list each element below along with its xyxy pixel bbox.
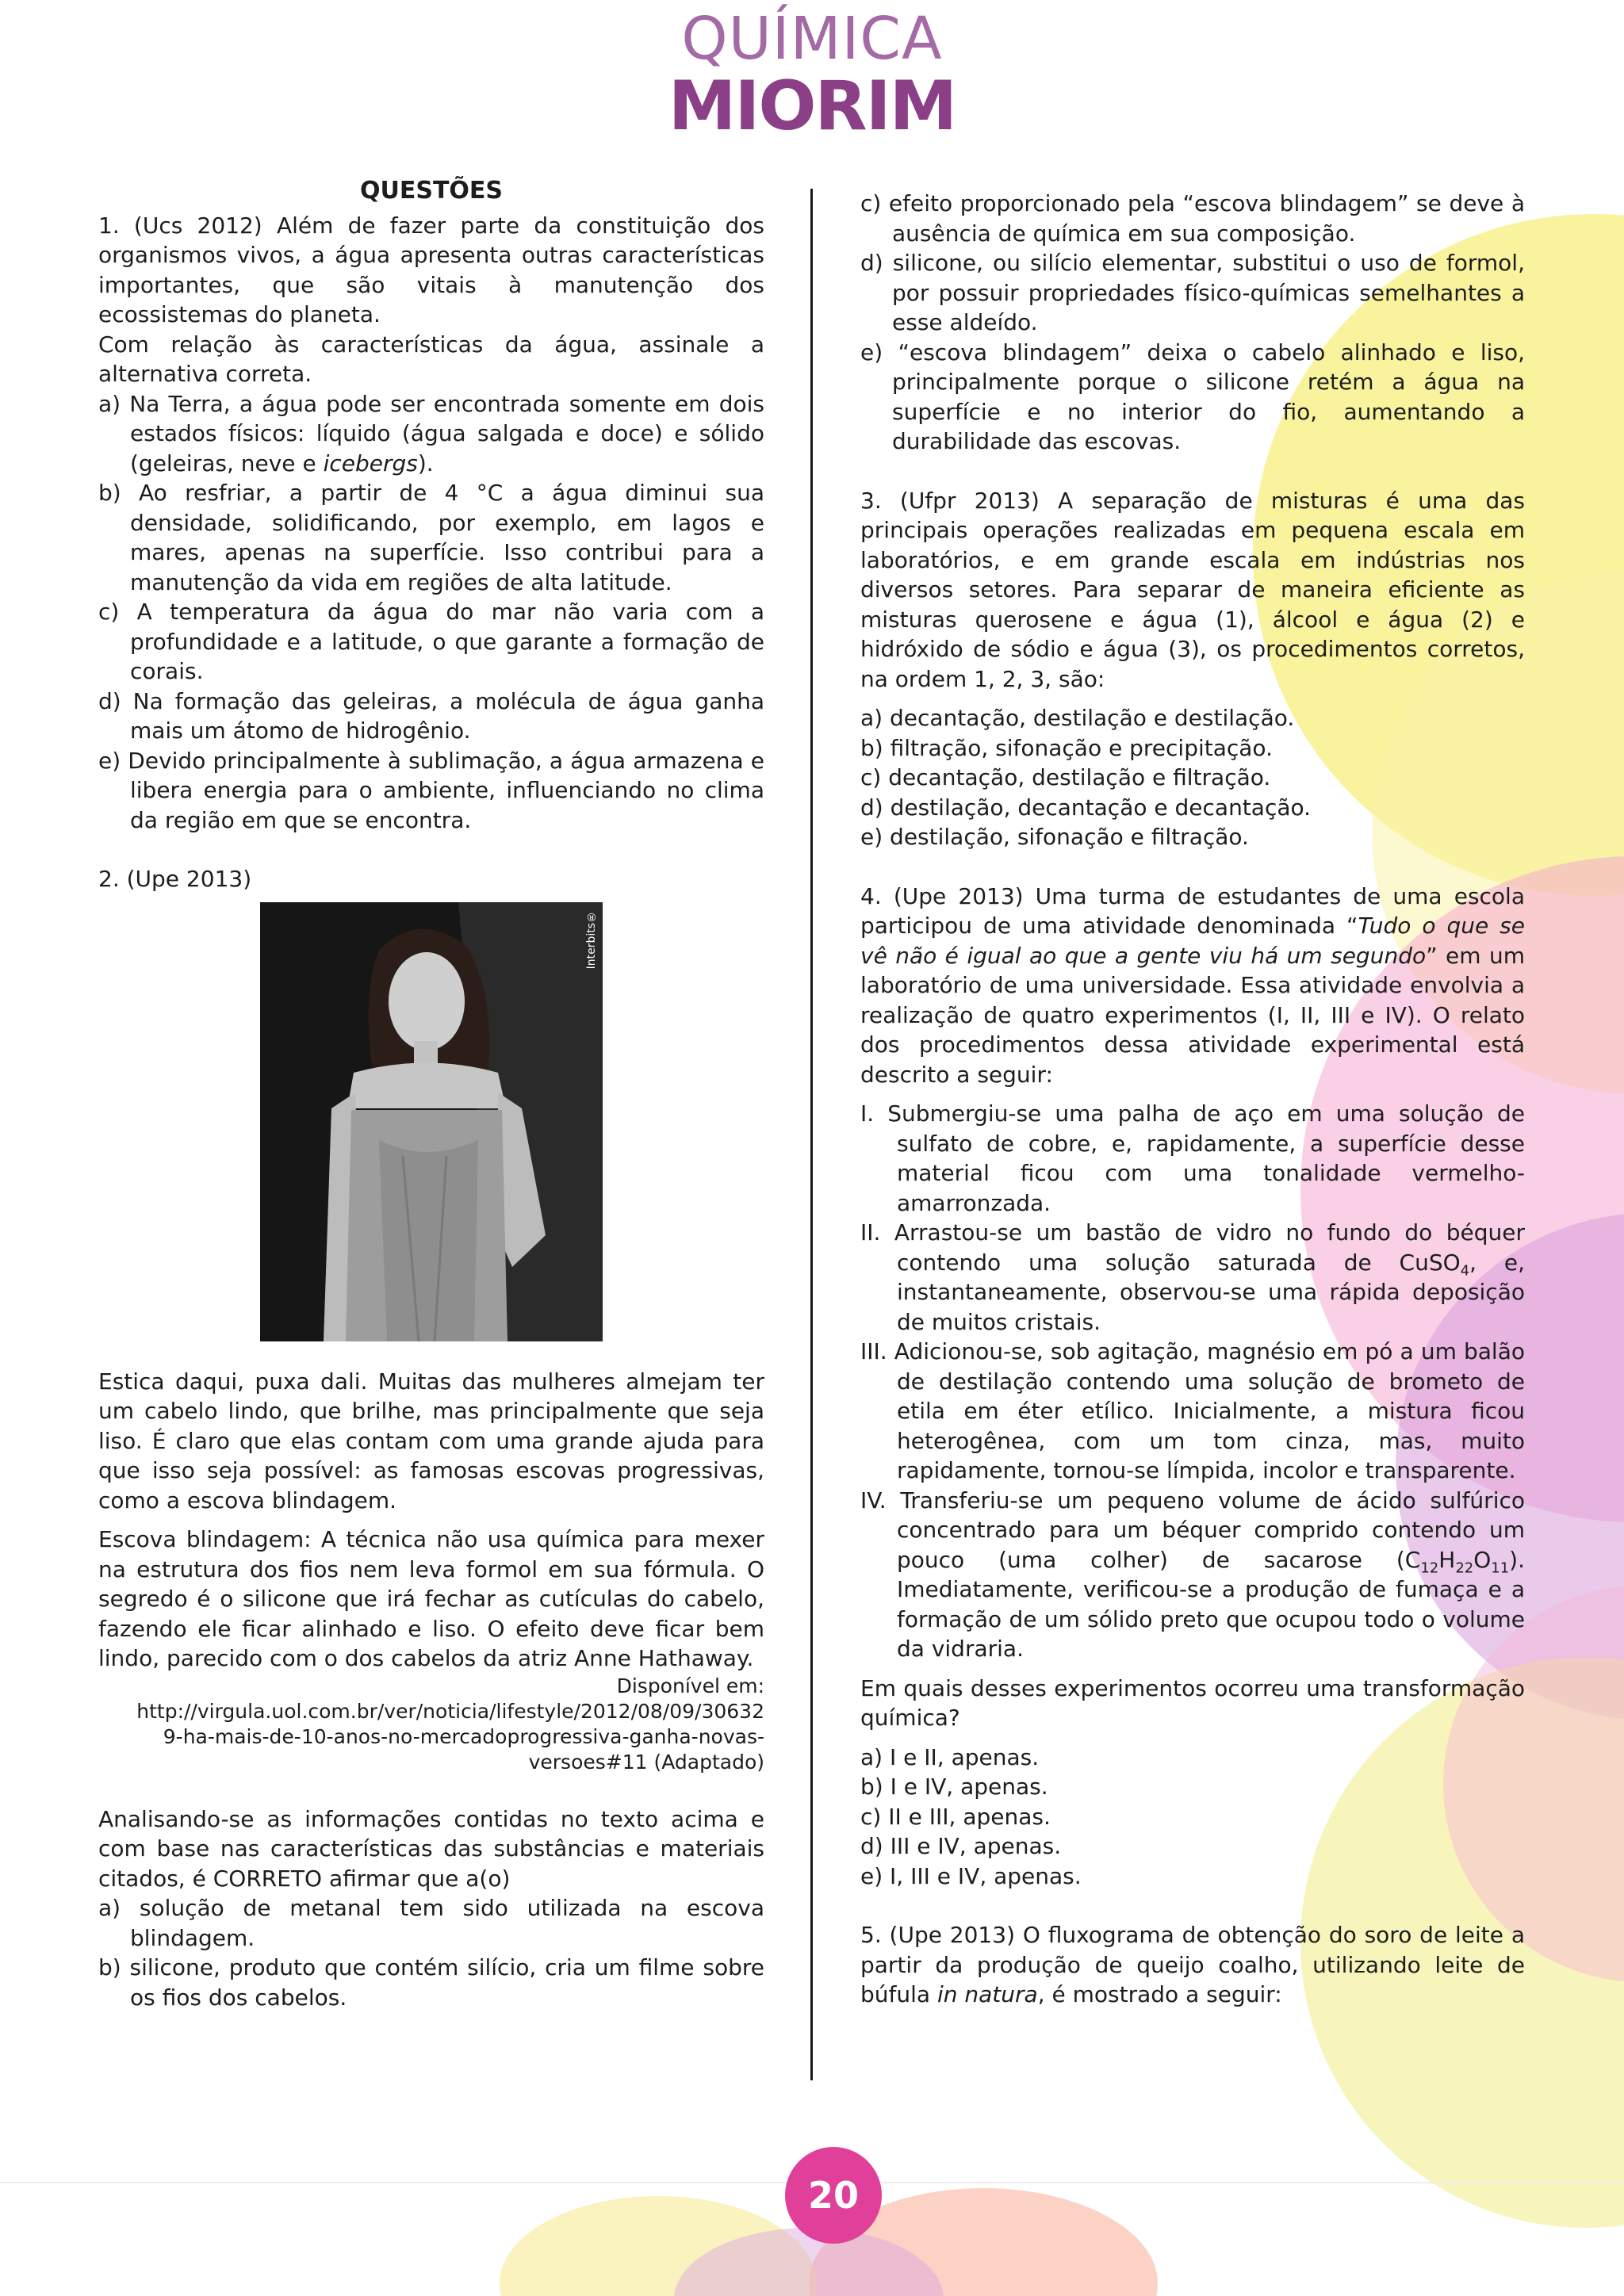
- q4-option-b: b) I e IV, apenas.: [860, 1774, 1048, 1800]
- q2-source-label: Disponível em:: [616, 1674, 764, 1697]
- q4-item-ii: II. Arrastou-se um bastão de vidro no fundo do béquer contendo uma solução saturada de CuSO$_4$, e, instantaneamente, observou-se uma rápida deposição de muitos cristais.: [860, 1219, 1526, 1335]
- page-number-badge: 20: [785, 2147, 882, 2244]
- q5-stem: 5. (Upe 2013) O fluxograma de obtenção do soro de leite a partir da produção de queijo coalho, utilizando leite de búfula in natura, é mostrado a seguir:: [860, 1922, 1525, 2007]
- logo-quimica: QUÍMICA: [681, 5, 943, 73]
- q1-option-a: a) Na Terra, a água pode ser encontrada somente em dois estados físicos: líquido (água salgada e doce) e sólido (geleiras, neve e icebergs).: [98, 390, 764, 476]
- q2-option-b: b) silicone, produto que contém silício, cria um filme sobre os fios dos cabelos.: [98, 1954, 764, 2011]
- column-divider: [810, 189, 813, 2080]
- q4-item-iii: III. Adicionou-se, sob agitação, magnésio em pó a um balão de destilação contendo uma solução de brometo de etila em éter etílico. Inicialmente, a mistura ficou heterogênea, com um tom cinza, mas, muito rapidamente, tornou-se límpida, incolor e transparente.: [860, 1338, 1525, 1483]
- q2-prompt: Analisando-se as informações contidas no texto acima e com base nas características das substâncias e materiais citados, é CORRETO afirmar que a(o): [98, 1805, 764, 1892]
- q2-source-url-3: versoes#11 (Adaptado): [528, 1750, 764, 1774]
- q4-option-c: c) II e III, apenas.: [860, 1803, 1051, 1830]
- q4-item-i: I. Submergiu-se uma palha de aço em uma solução de sulfato de cobre, e, rapidamente, a superfície desse material ficou com uma tonalidade vermelho-amarronzada.: [860, 1100, 1525, 1216]
- actress-photo: [260, 902, 603, 1341]
- photo-credit: Interbits®: [585, 909, 598, 969]
- q4-item-iv: IV. Transferiu-se um pequeno volume de ácido sulfúrico concentrado para um béquer comprido contendo um pouco (uma colher) de sacarose $(C_{12}H_{22}O_{11})$. Imediatamente, verificou-se a produção de fumaça e a formação de um sólido preto que ocupou todo o volume da vidraria.: [860, 1487, 1525, 1662]
- section-title: QUESTÕES: [359, 177, 504, 205]
- q2-stem: 2. (Upe 2013): [98, 866, 252, 892]
- q2-source-url-2: 9-ha-mais-de-10-anos-no-mercadoprogressiva-ganha-novas-: [163, 1724, 764, 1748]
- q3-option-e: e) destilação, sifonação e filtração.: [860, 824, 1249, 850]
- q1-option-b: b) Ao resfriar, a partir de 4 °C a água diminui sua densidade, solidificando, por exemplo, em lagos e mares, apenas na superfície. Isso contribui para a manutenção da vida em regiões de alta latitude.: [98, 480, 764, 595]
- q4-option-e: e) I, III e IV, apenas.: [860, 1862, 1082, 1889]
- right-column: [860, 189, 1525, 2010]
- q2-option-e: e) “escova blindagem” deixa o cabelo alinhado e liso, principalmente porque o silicone retém a água na superfície e no interior do fio, aumentando a durabilidade das escovas.: [860, 339, 1525, 454]
- q3-option-b: b) filtração, sifonação e precipitação.: [860, 734, 1273, 761]
- q4-option-d: d) III e IV, apenas.: [860, 1833, 1062, 1859]
- left-column: [98, 176, 764, 2012]
- q3-option-a: a) decantação, destilação e destilação.: [860, 705, 1295, 731]
- q4-option-a: a) I e II, apenas.: [860, 1743, 1040, 1770]
- q4-stem: 4. (Upe 2013) Uma turma de estudantes de uma escola participou de uma atividade denominada “Tudo o que se vê não é igual ao que a gente viu há um segundo” em um laboratório de uma universidade. Essa atividade envolvia a realização de quatro experimentos (I, II, III e IV). O relato dos procedimentos dessa atividade experimental está descrito a seguir:: [860, 882, 1525, 1088]
- q1-option-d: d) Na formação das geleiras, a molécula de água ganha mais um átomo de hidrogênio.: [98, 687, 764, 744]
- q2-text-2: Escova blindagem: A técnica não usa química para mexer na estrutura dos fios nem leva formol em sua fórmula. O segredo é o silicone que irá fechar as cutículas do cabelo, fazendo ele ficar alinhado e liso. O efeito deve ficar bem lindo, parecido com o dos cabelos da atriz Anne Hathaway.: [98, 1526, 764, 1671]
- q2-option-d: d) silicone, ou silício elementar, substitui o uso de formol, por possuir propriedades físico-químicas semelhantes a esse aldeído.: [860, 250, 1525, 335]
- logo-miorim: MIORIM: [668, 67, 956, 146]
- q1-option-e: e) Devido principalmente à sublimação, a água armazena e libera energia para o ambiente, influenciando no clima da região em que se encontra.: [98, 747, 764, 833]
- q4-prompt: Em quais desses experimentos ocorreu uma transformação química?: [860, 1674, 1525, 1731]
- q1-stem: 1. (Ucs 2012) Além de fazer parte da constituição dos organismos vivos, a água apresenta outras características importantes, que são vitais à manutenção dos ecossistemas do planeta.: [98, 212, 764, 327]
- q2-source-url-1: http://virgula.uol.com.br/ver/noticia/lifestyle/2012/08/09/30632: [136, 1699, 764, 1723]
- q2-text-1: Estica daqui, puxa dali. Muitas das mulheres almejam ter um cabelo lindo, que brilhe, mas principalmente que seja liso. É claro que elas contam com uma grande ajuda para que isso seja possível: as famosas escovas progressivas, como a escova blindagem.: [98, 1368, 764, 1513]
- q1-prompt: Com relação às características da água, assinale a alternativa correta.: [98, 331, 764, 387]
- q1-option-c: c) A temperatura da água do mar não varia com a profundidade e a latitude, o que garante a formação de corais.: [98, 599, 764, 684]
- q2-option-a: a) solução de metanal tem sido utilizada na escova blindagem.: [98, 1895, 764, 1951]
- q3-option-c: c) decantação, destilação e filtração.: [860, 764, 1271, 790]
- q2-option-c: c) efeito proporcionado pela “escova blindagem” se deve à ausência de química em sua composição.: [860, 190, 1525, 247]
- q3-option-d: d) destilação, decantação e decantação.: [860, 794, 1312, 821]
- q3-stem: 3. (Ufpr 2013) A separação de misturas é uma das principais operações realizadas em pequena escala em laboratórios, e em grande escala em indústrias nos diversos setores. Para separar de maneira eficiente as misturas querosene e água (1), álcool e água (2) e hidróxido de sódio e água (3), os procedimentos corretos, na ordem 1, 2, 3, são:: [860, 487, 1525, 692]
